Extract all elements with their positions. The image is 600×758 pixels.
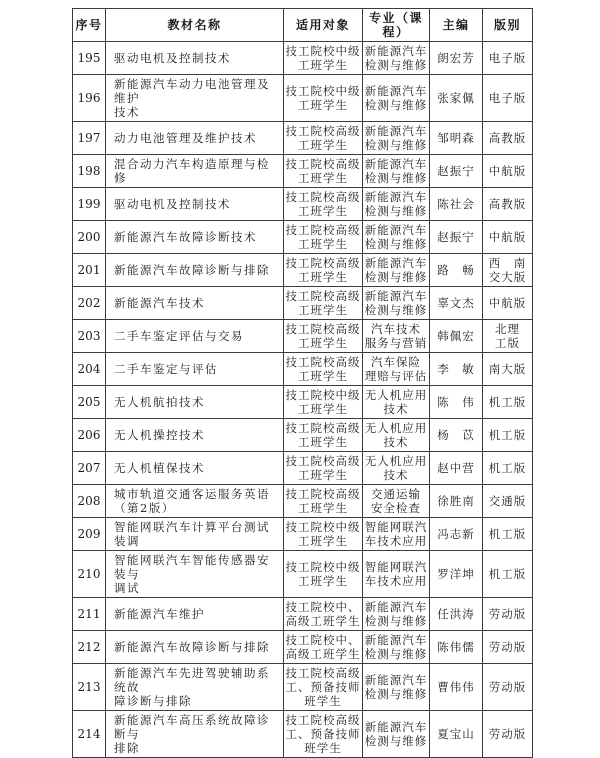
cell-audience: 技工院校高级 工班学生	[284, 419, 363, 452]
cell-major-course: 汽车技术 服务与营销	[363, 320, 430, 353]
cell-audience: 技工院校高级 工班学生	[284, 452, 363, 485]
cell-audience: 技工院校高级 工班学生	[284, 485, 363, 518]
cell-publisher: 电子版	[483, 75, 533, 122]
cell-serial-number: 206	[73, 419, 106, 452]
cell-audience: 技工院校高级 工班学生	[284, 221, 363, 254]
cell-serial-number: 195	[73, 42, 106, 75]
cell-audience: 技工院校中级 工班学生	[284, 551, 363, 598]
cell-audience: 技工院校高级 工班学生	[284, 353, 363, 386]
table-row	[73, 188, 533, 221]
cell-textbook-name: 二手车鉴定评估与交易	[106, 320, 284, 353]
table-row	[73, 452, 533, 485]
cell-publisher: 机工版	[483, 518, 533, 551]
cell-audience: 技工院校中、 高级工班学生	[284, 598, 363, 631]
cell-chief-editor: 陈 伟	[430, 386, 483, 419]
cell-serial-number: 199	[73, 188, 106, 221]
cell-major-course: 新能源汽车 检测与维修	[363, 711, 430, 758]
cell-audience: 技工院校高级 工班学生	[284, 320, 363, 353]
cell-chief-editor: 辜文杰	[430, 287, 483, 320]
cell-serial-number: 201	[73, 254, 106, 287]
cell-chief-editor: 陈社会	[430, 188, 483, 221]
cell-publisher: 劳动版	[483, 711, 533, 758]
cell-chief-editor: 赵中营	[430, 452, 483, 485]
cell-textbook-name: 驱动电机及控制技术	[106, 42, 284, 75]
cell-audience: 技工院校中级 工班学生	[284, 386, 363, 419]
cell-major-course: 智能网联汽 车技术应用	[363, 518, 430, 551]
cell-publisher: 劳动版	[483, 631, 533, 664]
cell-audience: 技工院校中级 工班学生	[284, 518, 363, 551]
cell-audience: 技工院校中、 高级工班学生	[284, 631, 363, 664]
cell-textbook-name: 新能源汽车动力电池管理及维护 技术	[106, 75, 284, 122]
cell-publisher: 劳动版	[483, 598, 533, 631]
cell-chief-editor: 罗洋坤	[430, 551, 483, 598]
cell-chief-editor: 韩佩宏	[430, 320, 483, 353]
cell-major-course: 新能源汽车 检测与维修	[363, 664, 430, 711]
cell-chief-editor: 张家佩	[430, 75, 483, 122]
cell-publisher: 电子版	[483, 42, 533, 75]
cell-publisher: 南大版	[483, 353, 533, 386]
table-row	[73, 353, 533, 386]
cell-major-course: 新能源汽车 检测与维修	[363, 188, 430, 221]
cell-major-course: 智能网联汽 车技术应用	[363, 551, 430, 598]
cell-chief-editor: 路 畅	[430, 254, 483, 287]
cell-publisher: 高教版	[483, 122, 533, 155]
cell-textbook-name: 智能网联汽车智能传感器安装与 调试	[106, 551, 284, 598]
header-cell-editor: 主编	[430, 9, 483, 42]
cell-chief-editor: 曹伟伟	[430, 664, 483, 711]
cell-publisher: 交通版	[483, 485, 533, 518]
cell-textbook-name: 新能源汽车先进驾驶辅助系统故 障诊断与排除	[106, 664, 284, 711]
table-row	[73, 42, 533, 75]
cell-audience: 技工院校高级 工班学生	[284, 188, 363, 221]
cell-major-course: 新能源汽车 检测与维修	[363, 287, 430, 320]
table-row	[73, 122, 533, 155]
cell-publisher: 机工版	[483, 452, 533, 485]
cell-publisher: 中航版	[483, 287, 533, 320]
table-row	[73, 518, 533, 551]
cell-major-course: 新能源汽车 检测与维修	[363, 75, 430, 122]
cell-serial-number: 198	[73, 155, 106, 188]
cell-audience: 技工院校中级 工班学生	[284, 42, 363, 75]
textbook-table	[72, 8, 533, 758]
table-row	[73, 320, 533, 353]
cell-major-course: 无人机应用 技术	[363, 386, 430, 419]
cell-textbook-name: 新能源汽车维护	[106, 598, 284, 631]
cell-textbook-name: 无人机操控技术	[106, 419, 284, 452]
table-row	[73, 485, 533, 518]
cell-serial-number: 203	[73, 320, 106, 353]
table-row	[73, 287, 533, 320]
cell-serial-number: 207	[73, 452, 106, 485]
cell-chief-editor: 冯志新	[430, 518, 483, 551]
table-row	[73, 254, 533, 287]
cell-textbook-name: 新能源汽车故障诊断与排除	[106, 631, 284, 664]
cell-serial-number: 196	[73, 75, 106, 122]
cell-serial-number: 205	[73, 386, 106, 419]
cell-textbook-name: 新能源汽车故障诊断技术	[106, 221, 284, 254]
cell-chief-editor: 徐胜南	[430, 485, 483, 518]
cell-publisher: 高教版	[483, 188, 533, 221]
cell-chief-editor: 邹明森	[430, 122, 483, 155]
header-cell-publisher: 版别	[483, 9, 533, 42]
cell-textbook-name: 动力电池管理及维护技术	[106, 122, 284, 155]
cell-publisher: 西 南 交大版	[483, 254, 533, 287]
table-row	[73, 221, 533, 254]
header-cell-audience: 适用对象	[284, 9, 363, 42]
cell-chief-editor: 陈伟儒	[430, 631, 483, 664]
cell-serial-number: 202	[73, 287, 106, 320]
cell-audience: 技工院校中级 工班学生	[284, 75, 363, 122]
cell-publisher: 机工版	[483, 551, 533, 598]
cell-serial-number: 209	[73, 518, 106, 551]
cell-textbook-name: 驱动电机及控制技术	[106, 188, 284, 221]
cell-textbook-name: 城市轨道交通客运服务英语 （第2版）	[106, 485, 284, 518]
cell-audience: 技工院校高级 工班学生	[284, 122, 363, 155]
table-row	[73, 631, 533, 664]
cell-serial-number: 213	[73, 664, 106, 711]
cell-publisher: 中航版	[483, 155, 533, 188]
cell-chief-editor: 赵振宁	[430, 155, 483, 188]
cell-textbook-name: 无人机航拍技术	[106, 386, 284, 419]
cell-publisher: 劳动版	[483, 664, 533, 711]
header-row	[73, 9, 533, 42]
cell-major-course: 新能源汽车 检测与维修	[363, 631, 430, 664]
header-cell-no: 序号	[73, 9, 106, 42]
table-row	[73, 664, 533, 711]
header-cell-major: 专业（课程）	[363, 9, 430, 42]
cell-audience: 技工院校高级 工、预备技师 班学生	[284, 711, 363, 758]
cell-major-course: 新能源汽车 检测与维修	[363, 155, 430, 188]
cell-chief-editor: 任洪涛	[430, 598, 483, 631]
cell-textbook-name: 新能源汽车高压系统故障诊断与 排除	[106, 711, 284, 758]
cell-audience: 技工院校高级 工班学生	[284, 155, 363, 188]
cell-serial-number: 210	[73, 551, 106, 598]
cell-major-course: 新能源汽车 检测与维修	[363, 221, 430, 254]
cell-publisher: 中航版	[483, 221, 533, 254]
cell-major-course: 汽车保险 理赔与评估	[363, 353, 430, 386]
cell-major-course: 新能源汽车 检测与维修	[363, 254, 430, 287]
cell-serial-number: 204	[73, 353, 106, 386]
cell-serial-number: 211	[73, 598, 106, 631]
table-body	[73, 42, 533, 758]
header-cell-name: 教材名称	[106, 9, 284, 42]
cell-chief-editor: 夏宝山	[430, 711, 483, 758]
cell-major-course: 新能源汽车 检测与维修	[363, 122, 430, 155]
cell-major-course: 交通运输 安全检查	[363, 485, 430, 518]
cell-chief-editor: 朗宏芳	[430, 42, 483, 75]
cell-major-course: 新能源汽车 检测与维修	[363, 598, 430, 631]
table-row	[73, 711, 533, 758]
cell-chief-editor: 杨 苡	[430, 419, 483, 452]
cell-publisher: 机工版	[483, 386, 533, 419]
cell-audience: 技工院校高级 工、预备技师 班学生	[284, 664, 363, 711]
table-row	[73, 419, 533, 452]
cell-chief-editor: 李 敏	[430, 353, 483, 386]
cell-major-course: 无人机应用 技术	[363, 419, 430, 452]
cell-textbook-name: 无人机植保技术	[106, 452, 284, 485]
cell-textbook-name: 新能源汽车故障诊断与排除	[106, 254, 284, 287]
cell-major-course: 无人机应用 技术	[363, 452, 430, 485]
cell-textbook-name: 二手车鉴定与评估	[106, 353, 284, 386]
table-row	[73, 598, 533, 631]
table-row	[73, 75, 533, 122]
cell-audience: 技工院校高级 工班学生	[284, 254, 363, 287]
cell-major-course: 新能源汽车 检测与维修	[363, 42, 430, 75]
cell-serial-number: 200	[73, 221, 106, 254]
table-row	[73, 155, 533, 188]
table-row	[73, 551, 533, 598]
cell-chief-editor: 赵振宁	[430, 221, 483, 254]
cell-serial-number: 197	[73, 122, 106, 155]
cell-publisher: 北理 工版	[483, 320, 533, 353]
cell-textbook-name: 新能源汽车技术	[106, 287, 284, 320]
cell-textbook-name: 智能网联汽车计算平台测试装调	[106, 518, 284, 551]
cell-serial-number: 208	[73, 485, 106, 518]
cell-audience: 技工院校高级 工班学生	[284, 287, 363, 320]
cell-serial-number: 214	[73, 711, 106, 758]
table-row	[73, 386, 533, 419]
cell-publisher: 机工版	[483, 419, 533, 452]
cell-serial-number: 212	[73, 631, 106, 664]
cell-textbook-name: 混合动力汽车构造原理与检修	[106, 155, 284, 188]
